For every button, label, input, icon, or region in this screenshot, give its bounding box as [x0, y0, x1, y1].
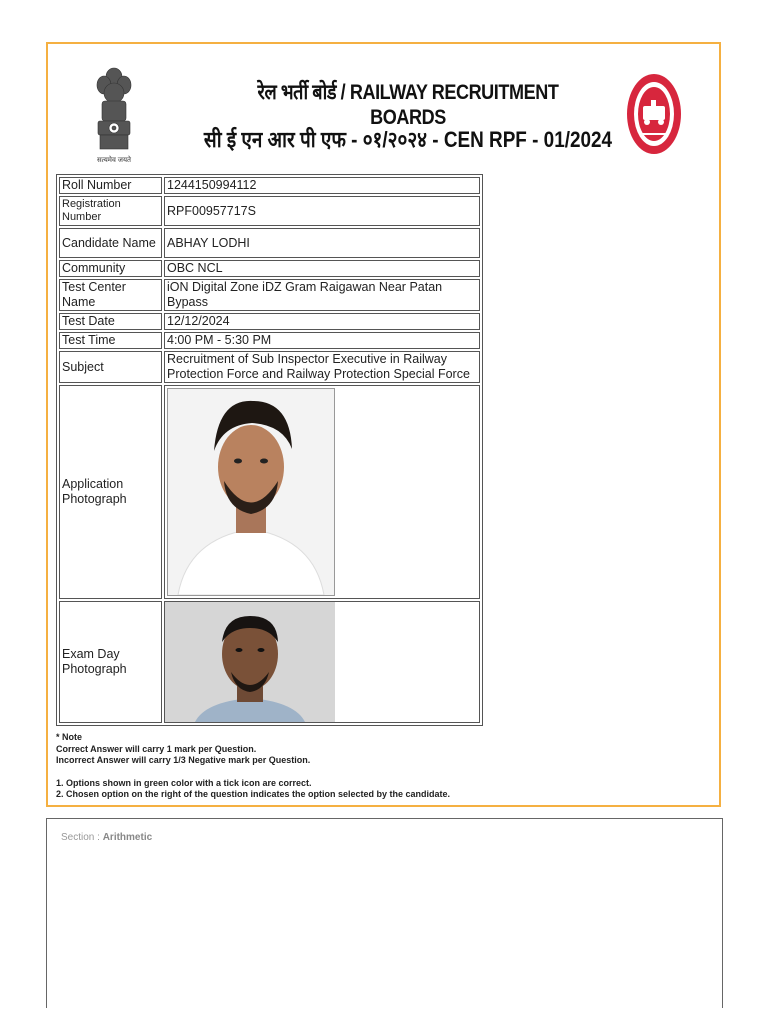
- note-heading: * Note: [56, 732, 83, 742]
- row-label: Community: [59, 260, 162, 277]
- note-line: Correct Answer will carry 1 mark per Question.: [56, 743, 257, 754]
- note-block: [56, 732, 450, 801]
- subject-value: Recruitment of Sub Inspector Executive in Railway Protection Force and Railway Protection Special Force: [164, 351, 480, 383]
- section-prefix: Section :: [61, 832, 103, 843]
- row-label: Test Center Name: [59, 279, 162, 311]
- table-row: [59, 177, 480, 194]
- row-label: Exam Day Photograph: [59, 601, 162, 723]
- section-name: Arithmetic: [102, 832, 153, 843]
- exam-day-photo-cell: [164, 601, 480, 723]
- exam-title: सी ई एन आर पी एफ - ०१/२०२४ - CEN RPF - 01/2024: [203, 127, 613, 152]
- table-row: [59, 279, 480, 311]
- roll-number-value: 1244150994112: [164, 177, 480, 194]
- candidate-card: [46, 42, 721, 807]
- application-photograph: [167, 388, 335, 596]
- table-row: [59, 260, 480, 277]
- row-label: Application Photograph: [59, 385, 162, 599]
- note-line: 1. Options shown in green color with a tick icon are correct.: [56, 777, 312, 788]
- row-label: Roll Number: [59, 177, 162, 194]
- exam-day-photograph: [165, 602, 335, 722]
- person-portrait-icon: [165, 602, 335, 722]
- person-portrait-icon: [168, 389, 334, 595]
- board-title: रेल भर्ती बोर्ड / RAILWAY RECRUITMENT BOARDS: [257, 81, 559, 129]
- table-row: [59, 351, 480, 383]
- application-photo-cell: [164, 385, 480, 599]
- row-label: Subject: [59, 351, 162, 383]
- note-line: Incorrect Answer will carry 1/3 Negative mark per Question.: [56, 755, 311, 765]
- community-value: OBC NCL: [164, 260, 480, 277]
- table-row: [59, 332, 480, 349]
- table-row: [59, 385, 480, 599]
- candidate-info-table: [56, 174, 483, 726]
- table-row: [59, 313, 480, 330]
- emblem-caption: सत्यमेव जयते: [96, 157, 132, 164]
- note-line: 2. Chosen option on the right of the question indicates the option selected by the candidate.: [56, 789, 451, 799]
- candidate-name-value: ABHAY LODHI: [164, 228, 480, 258]
- row-label: Registration Number: [59, 196, 162, 226]
- test-date-value: 12/12/2024: [164, 313, 480, 330]
- section-card: [46, 818, 723, 1008]
- table-row: [59, 196, 480, 226]
- row-label: Test Time: [59, 332, 162, 349]
- test-center-value: iON Digital Zone iDZ Gram Raigawan Near Patan Bypass: [164, 279, 480, 311]
- row-label: Candidate Name: [59, 228, 162, 258]
- table-row: [59, 228, 480, 258]
- header: [48, 44, 719, 174]
- section-label: [61, 832, 152, 843]
- row-label: Test Date: [59, 313, 162, 330]
- indian-railways-logo-icon: [626, 72, 682, 156]
- registration-number-value: RPF00957717S: [164, 196, 480, 226]
- table-row: [59, 601, 480, 723]
- national-emblem-icon: [92, 58, 136, 168]
- test-time-value: 4:00 PM - 5:30 PM: [164, 332, 480, 349]
